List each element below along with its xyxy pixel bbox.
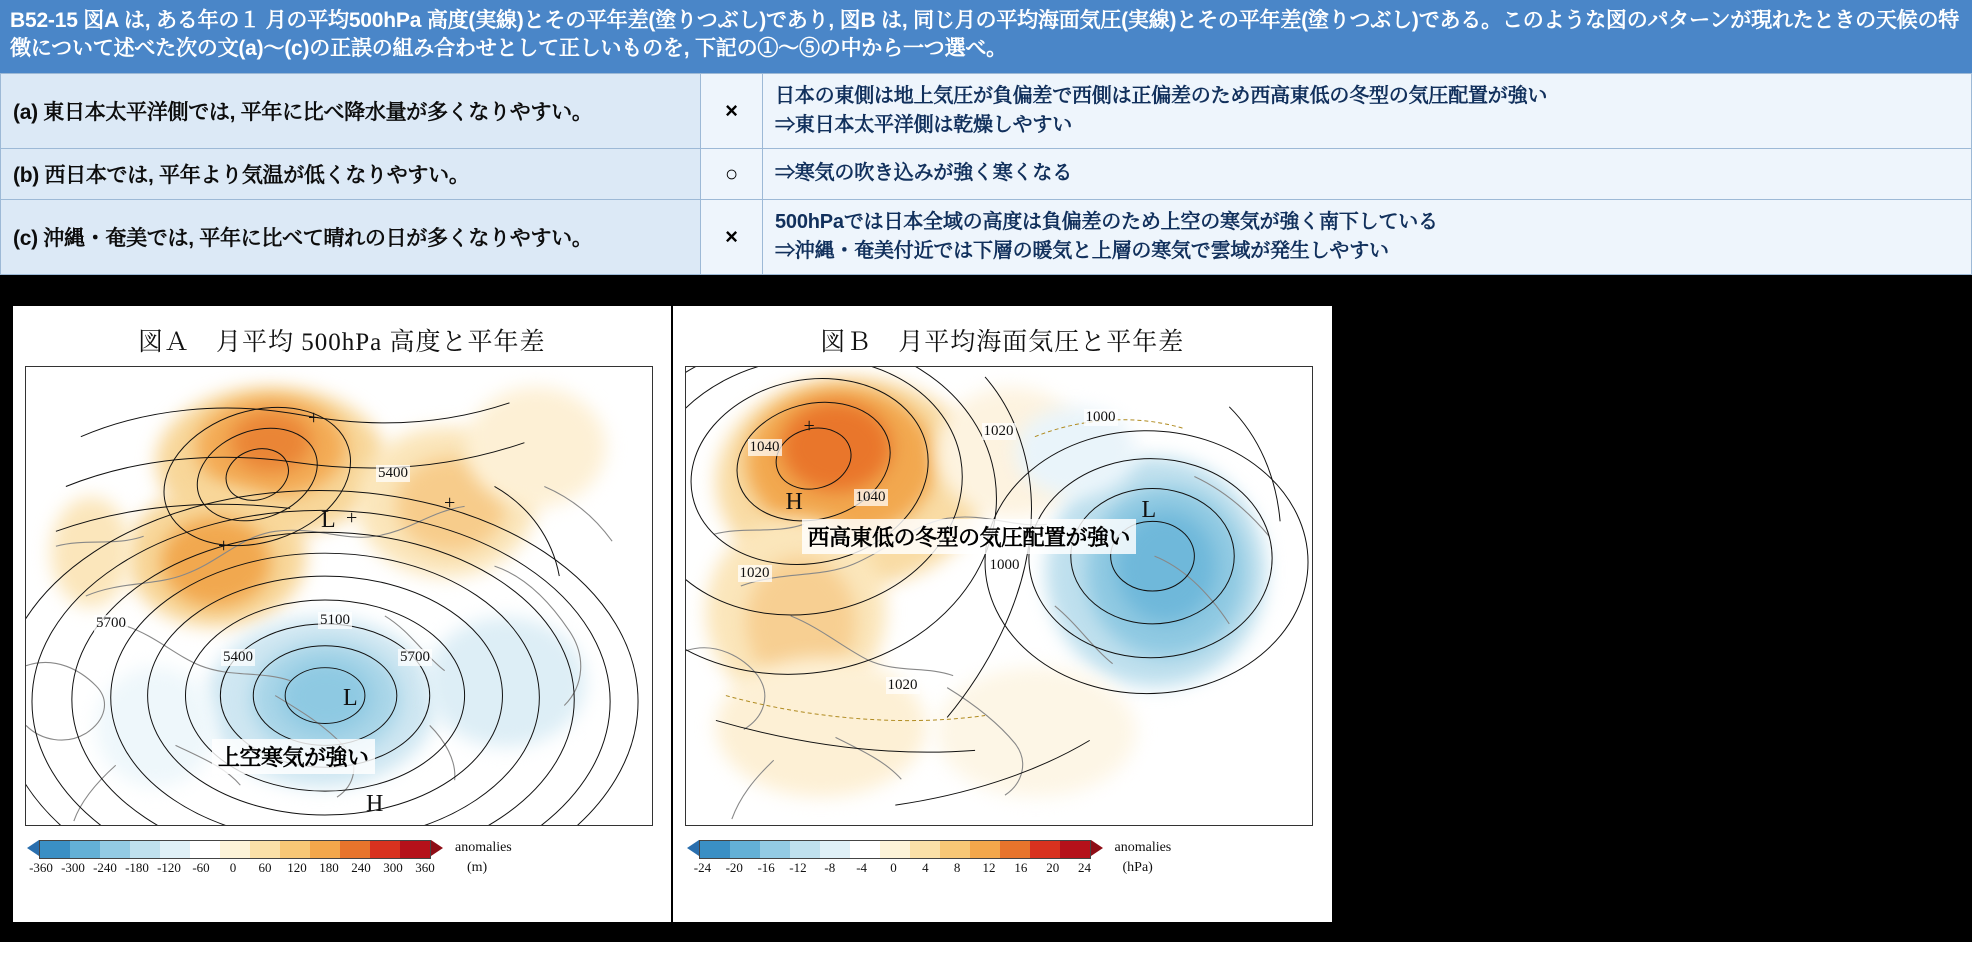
explanation-a-line2: ⇒東日本太平洋側は乾燥しやすい bbox=[775, 113, 1072, 136]
colorbar-gradient bbox=[39, 840, 431, 859]
colorbar-tick: -16 bbox=[757, 859, 775, 875]
figure-b-annotation: 西高東低の冬型の気圧配置が強い bbox=[802, 519, 1137, 554]
colorbar-title: anomalies bbox=[455, 839, 512, 855]
figure-a-colorbar bbox=[25, 838, 653, 896]
plus-marker: + bbox=[308, 406, 320, 429]
explanation-b-line1: ⇒寒気の吹き込みが強く寒くなる bbox=[775, 162, 1072, 185]
low-pressure-letter: L bbox=[321, 506, 336, 533]
contour-label: 5400 bbox=[378, 464, 408, 481]
colorbar-tick: 4 bbox=[922, 859, 929, 875]
explanation-c-line2: ⇒沖縄・奄美付近では下層の暖気と上層の寒気で雲域が発生しやすい bbox=[775, 239, 1389, 262]
figure-b-colorbar bbox=[685, 838, 1313, 896]
statement-a: (a) 東日本太平洋側では, 平年に比べ降水量が多くなりやすい。 bbox=[1, 73, 701, 148]
low-pressure-letter: L bbox=[1141, 496, 1157, 523]
figure-b-title: 図Ｂ 月平均海面気圧と平年差 bbox=[820, 328, 1185, 356]
colorbar-tick: -300 bbox=[61, 859, 85, 875]
colorbar-tick: -60 bbox=[192, 859, 210, 875]
contour-label: 5700 bbox=[96, 614, 126, 631]
contour-label: 1000 bbox=[989, 556, 1020, 573]
table-row bbox=[1, 199, 1972, 274]
mark-b: ○ bbox=[701, 148, 763, 199]
colorbar-tick: -20 bbox=[725, 859, 743, 875]
figure-panel bbox=[10, 303, 1335, 925]
explanation-a-line1: 日本の東側は地上気圧が負偏差で西側は正偏差のため西高東低の冬型の気圧配置が強い bbox=[775, 84, 1548, 107]
plus-marker: + bbox=[346, 506, 358, 529]
colorbar-tick: 8 bbox=[953, 859, 961, 875]
explanation-b bbox=[763, 148, 1972, 199]
colorbar-tick: 0 bbox=[890, 859, 897, 875]
colorbar-tick: 360 bbox=[415, 859, 435, 875]
low-pressure-letter: L bbox=[343, 684, 358, 711]
explanation-c-line1: 500hPaでは日本全域の高度は負偏差のため上空の寒気が強く南下している bbox=[775, 210, 1438, 233]
figure-a-annotation: 上空寒気が強い bbox=[212, 739, 375, 774]
figure-b-map bbox=[685, 366, 1313, 826]
contour-label: 1040 bbox=[749, 438, 780, 455]
colorbar-right-arrow bbox=[431, 840, 443, 856]
colorbar-unit: (m) bbox=[467, 859, 488, 875]
colorbar-tick: 300 bbox=[383, 859, 403, 875]
colorbar-tick: -4 bbox=[856, 859, 868, 875]
explanation-c bbox=[763, 199, 1972, 274]
figure-a-title: 図Ａ 月平均 500hPa 高度と平年差 bbox=[137, 328, 546, 356]
contour-label: 5400 bbox=[223, 648, 253, 665]
contour-label: 5100 bbox=[320, 611, 350, 628]
figure-a-block bbox=[13, 306, 673, 922]
table-row bbox=[1, 73, 1972, 148]
question-header: B52-15 図A は, ある年の１ 月の平均500hPa 高度(実線)とその平年差(塗りつぶし)であり, 図B は, 同じ月の平均海面気圧(実線)とその平年差(塗りつぶし)である。このような図のパターンが現れたときの天候の特徴について述べた次の文(a)〜(c)の正誤の組み合わせとして正しいものを, 下記の①〜⑤の中から一つ選べ。 bbox=[0, 0, 1972, 73]
colorbar-tick: -180 bbox=[125, 859, 149, 875]
colorbar-tick: -120 bbox=[157, 859, 181, 875]
figure-a-map bbox=[25, 366, 653, 826]
colorbar-tick: 0 bbox=[229, 859, 237, 875]
high-pressure-letter: H bbox=[785, 488, 803, 515]
contour-label: 5700 bbox=[400, 648, 430, 665]
table-row bbox=[1, 148, 1972, 199]
colorbar-tick: -240 bbox=[93, 859, 117, 875]
contour-label: 1000 bbox=[1085, 408, 1116, 425]
colorbar-tick: 24 bbox=[1078, 859, 1092, 875]
colorbar-unit: (hPa) bbox=[1122, 859, 1153, 875]
mark-a: × bbox=[701, 73, 763, 148]
high-pressure-letter: H bbox=[366, 790, 384, 817]
colorbar-right-arrow bbox=[1091, 840, 1103, 856]
colorbar-tick: 16 bbox=[1014, 859, 1028, 875]
colorbar-tick: -8 bbox=[824, 859, 836, 875]
colorbar-tick: 180 bbox=[319, 859, 339, 875]
colorbar-tick: 60 bbox=[258, 859, 272, 875]
plus-marker: + bbox=[218, 534, 230, 557]
colorbar-left-arrow bbox=[687, 840, 699, 856]
colorbar-tick: 120 bbox=[287, 859, 307, 875]
figure-b-block bbox=[673, 306, 1333, 922]
colorbar-tick: -360 bbox=[29, 859, 53, 875]
statement-b: (b) 西日本では, 平年より気温が低くなりやすい。 bbox=[1, 148, 701, 199]
colorbar-left-arrow bbox=[27, 840, 39, 856]
colorbar-gradient bbox=[699, 840, 1091, 859]
plus-marker: + bbox=[444, 491, 456, 514]
colorbar-tick: 240 bbox=[351, 859, 371, 875]
colorbar-tick: -12 bbox=[789, 859, 807, 875]
contour-label: 1020 bbox=[887, 676, 918, 693]
explanation-a bbox=[763, 73, 1972, 148]
colorbar-tick: 12 bbox=[982, 859, 996, 875]
contour-label: 1020 bbox=[983, 422, 1014, 439]
plus-marker: + bbox=[803, 414, 815, 437]
colorbar-title: anomalies bbox=[1114, 839, 1172, 855]
mark-c: × bbox=[701, 199, 763, 274]
colorbar-tick: -24 bbox=[693, 859, 712, 875]
answer-table bbox=[0, 73, 1972, 275]
contour-label: 1040 bbox=[855, 488, 886, 505]
colorbar-ticks bbox=[687, 860, 1101, 876]
contour-label: 1020 bbox=[739, 564, 770, 581]
figure-zone bbox=[0, 275, 1972, 942]
statement-c: (c) 沖縄・奄美では, 平年に比べて晴れの日が多くなりやすい。 bbox=[1, 199, 701, 274]
colorbar-tick: 20 bbox=[1046, 859, 1060, 875]
colorbar-ticks bbox=[25, 860, 443, 876]
